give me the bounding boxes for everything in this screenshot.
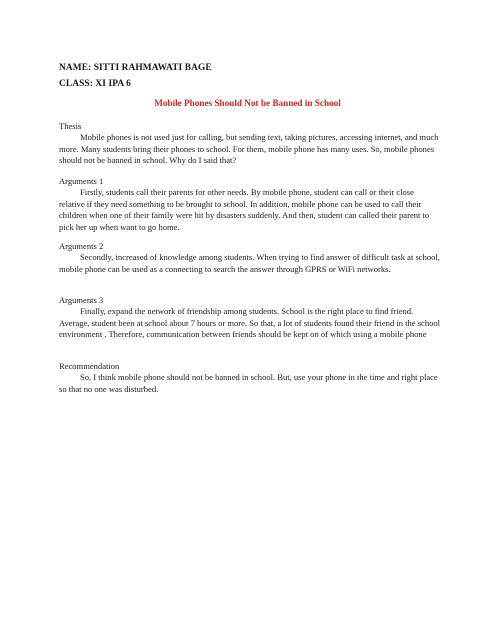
section-recommendation	[59, 361, 441, 395]
student-name: NAME: SITTI RAHMAWATI BAGE	[59, 63, 212, 73]
student-class: CLASS: XI IPA 6	[59, 79, 131, 89]
section-body-argument-2: Secondly, increased of knowledge among students. When trying to find answer of difficult task at school, mobile phone can be used as a connecting to search the answer through GPRS or WiFi networks.	[59, 252, 440, 274]
section-heading-thesis: Thesis	[59, 121, 82, 131]
section-argument-1	[59, 176, 441, 233]
section-thesis	[59, 121, 441, 167]
section-heading-argument-2: Arguments 2	[59, 241, 104, 251]
section-body-recommendation: So, I think mobile phone should not be banned in school. But, use your phone in the time and right place so that no one was disturbed.	[59, 372, 438, 394]
section-argument-3	[59, 295, 441, 341]
document-title: Mobile Phones Should Not be Banned in School	[154, 98, 341, 108]
section-heading-recommendation: Recommendation	[59, 361, 120, 371]
section-heading-argument-3: Arguments 3	[59, 295, 104, 305]
section-body-argument-3: Finally, expand the network of friendship among students. School is the right place to find friend. Average, student been at school about 7 hours or more. So that, a lot of students found their friend in the school environment . Therefore, communication between friends should be kept on of which using a mobile phone	[59, 306, 441, 340]
section-body-argument-1: Firstly, students call their parents for other needs. By mobile phone, student can call or their close relative if they need something to be brought to school. In addition, mobile phone can be used to call their children when one of their family were hit by disasters suddenly. And then, student can called their parent to pick her up when want to go home.	[59, 187, 430, 232]
section-heading-argument-1: Arguments 1	[59, 176, 104, 186]
section-body-thesis: Mobile phones is not used just for calling, but sending text, taking pictures, accessing internet, and much more. Many students bring their phones to school. For them, mobile phone has many uses. So, mobile phones should not be banned in school. Why do I said that?	[59, 132, 439, 166]
student-header	[59, 60, 212, 92]
section-argument-2	[59, 241, 441, 275]
